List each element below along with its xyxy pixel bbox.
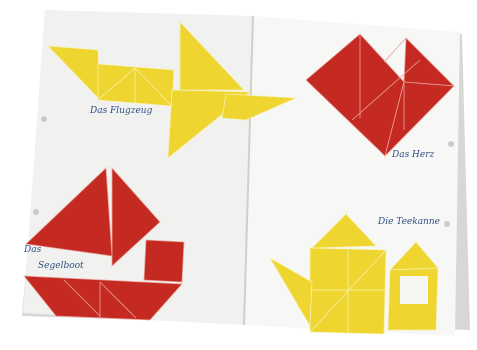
binder-hole: [444, 221, 450, 227]
binder-hole: [448, 141, 454, 147]
sailboat-label-line2: Segelboot: [38, 261, 84, 271]
airplane-label: Das Flugzeug: [90, 106, 153, 116]
binder-hole: [33, 209, 39, 215]
heart-label: Das Herz: [392, 150, 435, 160]
sailboat-label-line1: Das: [24, 245, 42, 255]
binder-hole: [41, 116, 47, 122]
teapot-label: Die Teekanne: [378, 217, 440, 227]
